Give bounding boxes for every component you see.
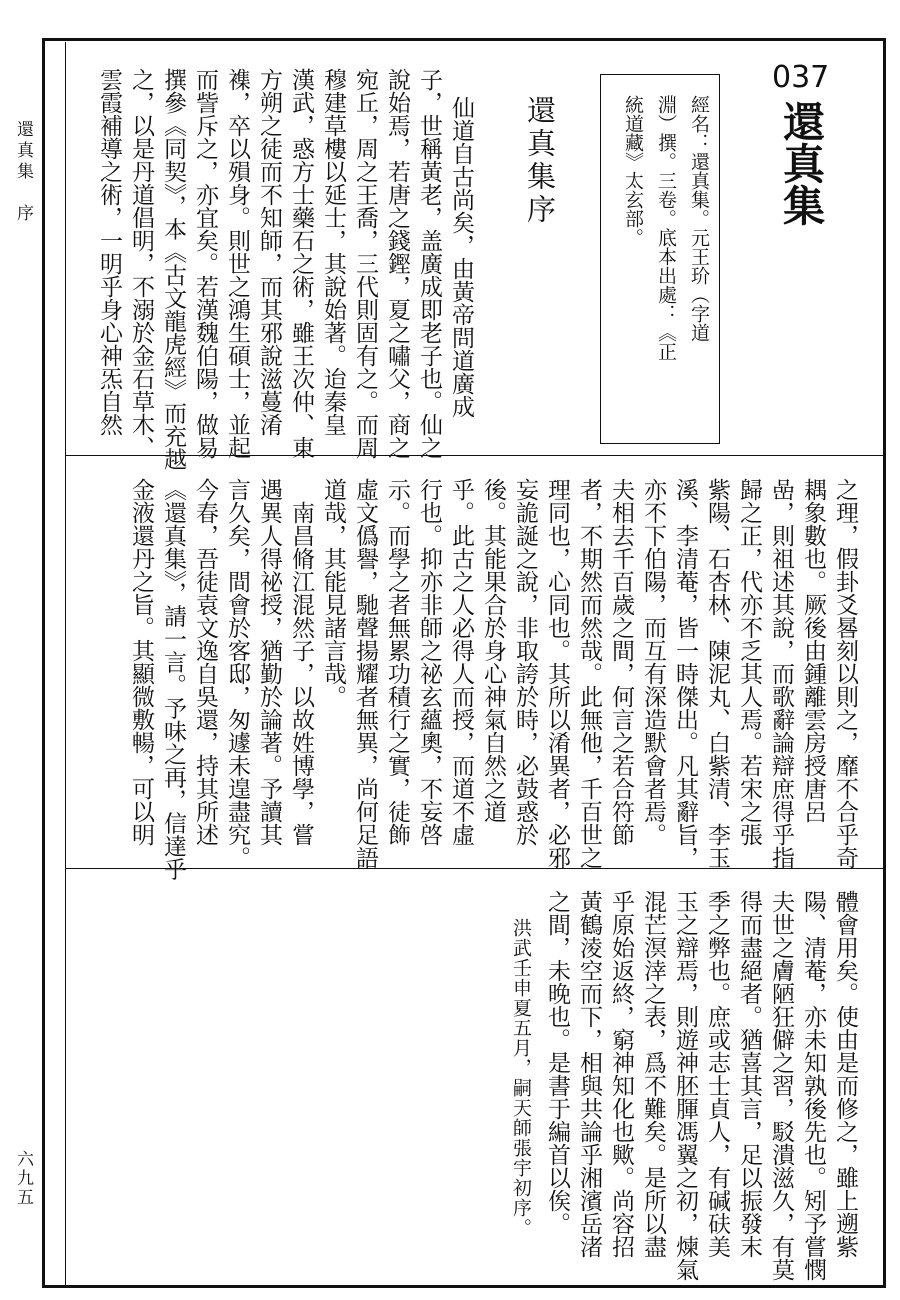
meta-line: 淵）撰。三卷。底本出處：《正 [655, 95, 677, 361]
text-column: 耦象數也。厥後由鍾離雲房授唐呂 [800, 478, 826, 823]
page-number: 六九五 [13, 1150, 33, 1207]
text-column: 道哉，其能見諸言哉。 [320, 478, 346, 708]
text-column: 金液還丹之旨。其顯微敷暢，可以明 [128, 478, 154, 846]
text-column: 之理，假卦爻晷刻以則之，靡不合乎奇 [832, 478, 858, 869]
text-column: 黃鶴淩空而下，相與共論乎湘濱岳渚 [576, 890, 602, 1258]
text-column: 示。而學之者無累功積行之實，徒飾 [384, 478, 410, 846]
text-column: 乎原始返終，窮神知化也歟。尚容招 [608, 890, 634, 1258]
text-column: 後。其能果合於身心神氣自然之道 [480, 478, 506, 823]
meta-line: 統道藏》太玄部。 [622, 95, 644, 247]
bottom-divider [65, 868, 883, 869]
text-column: 子，世稱黃老，盖廣成即老子也。仙之 [416, 68, 442, 459]
text-column: 言久矣，間會於客邸，匆遽未遑盡究。 [224, 478, 250, 869]
book-title: 還真集 [777, 100, 826, 226]
meta-box [600, 74, 720, 444]
text-column: 撰參《同契》，本《古文龍虎經》而充越 [160, 68, 186, 471]
text-column: 嵒，則祖述其說，而歌辭論辯庶得乎指 [768, 478, 794, 869]
text-column: 《還真集》，請一言。予味之再，信達乎 [160, 478, 186, 881]
text-column: 亦不下伯陽，而互有深造默會者焉。 [640, 478, 666, 846]
preface-title: 還真集序 [523, 95, 557, 227]
text-column: 夫相去千百歲之間，何言之若合符節 [608, 478, 634, 846]
text-column: 季之弊也。庶或志士貞人，有碱砆美 [704, 890, 730, 1258]
text-column: 歸之正，代亦不乏其人焉。若宋之張 [736, 478, 762, 846]
text-column: 夫世之膚陋狂僻之習，駁潰滋久，有莫 [768, 890, 794, 1281]
entry-number: 037 [772, 60, 830, 95]
text-column: 方朔之徒而不知師，而其邪說滋蔓淆 [256, 68, 282, 436]
text-column: 遇異人得祕授，猶勤於論著。予讀其 [256, 478, 282, 846]
text-column: 雲霞補導之術，一明乎身心神炁自然 [96, 68, 122, 436]
text-column: 說始焉，若唐之錢鏗，夏之嘯父，商之 [384, 68, 410, 459]
text-column: 行也。抑亦非師之祕玄蘊奧，不妄啓 [416, 478, 442, 846]
text-column: 南昌脩江混然子，以故姓博學，嘗 [288, 478, 314, 846]
text-column: 穆建草樓以延士，其說始著。迨秦皇 [320, 68, 346, 436]
text-column: 虛文僞譽，馳聲揚耀者無異，尚何足語 [352, 478, 378, 869]
text-column: 混芒溟涬之表，爲不難矣。是所以盡 [640, 890, 666, 1258]
text-column: 今春，吾徒袁文逸自吳還，持其所述 [192, 478, 218, 846]
meta-line: 經名：還真集。元王玠（字道 [688, 95, 710, 342]
text-column: 而訾斥之，亦宜矣。若漢魏伯陽，做易 [192, 68, 218, 459]
text-column: 之，以是丹道倡明，不溺於金石草木、 [128, 68, 154, 459]
text-column: 陽、清菴，亦未知孰後先也。矧予嘗憫 [800, 890, 826, 1281]
signature: 洪武壬申夏五月，嗣天師張宇初序。 [510, 918, 532, 1238]
text-column: 者，不期然而然哉。此無他，千百世之 [576, 478, 602, 869]
text-column: 玉之辯焉，則遊神胚腪馮翼之初，煉氣 [672, 890, 698, 1281]
text-column: 仙道自古尚矣，由黃帝問道廣成 [448, 96, 474, 418]
text-column: 漢武，惑方士藥石之術，雖王次仲、東 [288, 68, 314, 459]
text-column: 乎。此古之人必得人而授，而道不虛 [448, 478, 474, 846]
text-column: 理同也，心同也。其所以淆異者，必邪 [544, 478, 570, 869]
running-head: 還真集 序 [13, 120, 33, 225]
text-column: 得而盡絕者。猶喜其言，足以振發末 [736, 890, 762, 1258]
text-column: 之間，未晚也。是書于編首以俟。 [544, 890, 570, 1235]
text-column: 妄詭誕之說，非取誇於時，必鼓惑於 [512, 478, 538, 846]
text-column: 紫陽、石杏林、陳泥丸、白紫清、李玉 [704, 478, 730, 869]
text-column: 體會用矣。使由是而修之，雖上遡紫 [832, 890, 858, 1258]
top-divider [65, 455, 883, 456]
left-rule [65, 42, 66, 1285]
text-column: 襍，卒以殞身。則世之鴻生碩士，並起 [224, 68, 250, 459]
text-column: 溪、李清菴，皆一時傑出。凡其辭旨， [672, 478, 698, 869]
text-column: 宛丘，周之王喬，三代則固有之。而周 [352, 68, 378, 459]
